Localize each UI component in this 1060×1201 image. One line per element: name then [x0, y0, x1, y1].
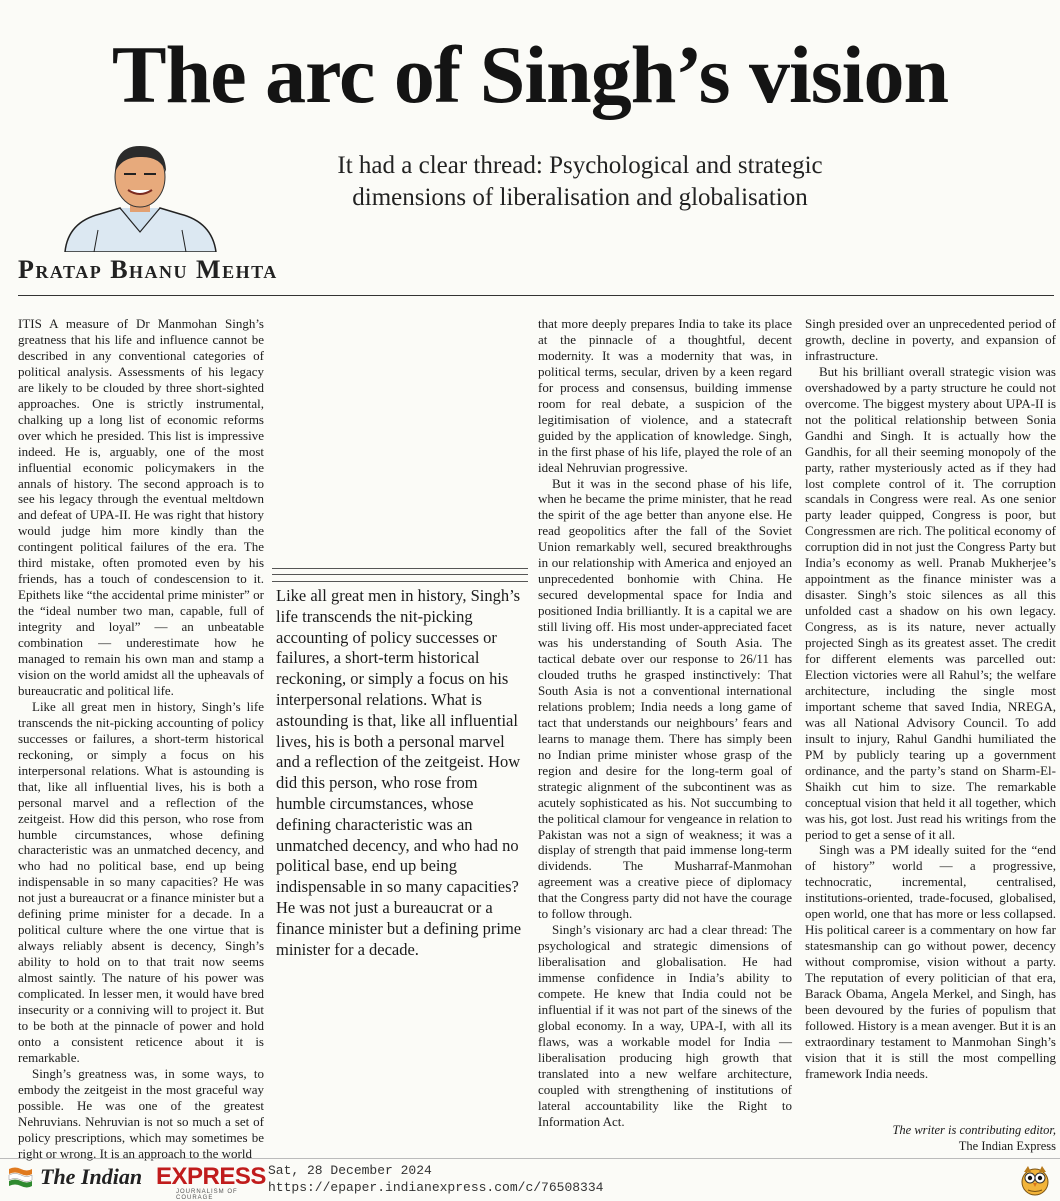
source-url[interactable]: https://epaper.indianexpress.com/c/76508334: [268, 1180, 604, 1195]
paragraph: But his brilliant overall strategic vision was overshadowed by a party structure he could not overcome. The biggest mystery about UPA-II is not the political relationship between Sonia Gandhi and Singh. It is actually how the Gandhis, for all their seeming monopoly of the party, rather mysteriously acted as if they had lost complete control of it. The corruption scandals in Congress were real. As one senior party leader quipped, Congress is poor, but Congressmen are rich. The political economy of corruption did in not just the Congress Party but India’s economy as well. Pranab Mukherjee’s appointment as the finance minister was a disaster. Singh’s stoic silences as all this unfolded cast a shadow on his own legacy. Congress, as is its nature, never actually projected Singh as its greatest asset. The credit for different elements was parcelled out: Election victories were all Rahul’s; the welfare architecture, including the single most important scheme that saved India, NREGA, was all National Advisory Council. To add insult to injury, Rahul Gandhi humiliated the PM by publicly tearing up a government ordinance, and the party’s stand on Sharm-El-Shaikh cut him to size. The remarkable conceptual vision that held it all together, which was his, got lost. Just read his writings from the period to get a sense of it all.: [805, 363, 1056, 842]
writer-role: The writer is contributing editor,: [892, 1123, 1056, 1137]
pull-quote: [272, 568, 528, 1074]
column-4: [805, 316, 1056, 1136]
logo-express-text: EXPRESS: [156, 1163, 266, 1190]
paragraph: Singh’s visionary arc had a clear thread: The psychological and strategic dimensions of liberalisation and globalisation. He had immense confidence in India’s ability to compete. He knew that India could not be influential if it was not part of the sinews of the global economy. In a way, UPA-I, with all its flaws, was a workable model for India — liberalisation producing high growth that translated into a new welfare architecture, coupled with strengthening of institutions of lateral accountability like the Right to Information Act.: [538, 922, 792, 1129]
paragraph: ITIS A measure of Dr Manmohan Singh’s greatness that his life and influence cannot be described in any conventional categories of political analysis. Assessments of his legacy are likely to be clouded by three short-sighted approaches. One is strictly instrumental, chalking up a long list of economic reforms over which he presided. This list is impressive indeed. He is, arguably, one of the most influential economic policymakers in the annals of history. The second approach is to see his legacy through the eventual meltdown and defeat of UPA-II. He was right that history would judge him more kindly than the contingent political failures of the era. The third mistake, often promoted even by his friends, has a touch of condescension to it. Epithets like “the accidental prime minister” or the “ideal number two man, capable, full of integrity and loyal” — an unbeatable combination — underestimate how he managed to remain his own man and stamp a vision on the world amidst all the upheavals of bureaucratic and political life.: [18, 316, 264, 698]
byline: Pratap Bhanu Mehta: [18, 255, 278, 284]
edition-date: Sat, 28 December 2024: [268, 1163, 432, 1178]
paragraph: Singh presided over an unprecedented period of growth, decline in poverty, and expansion of infrastructure.: [805, 316, 1056, 363]
writer-note: [805, 1122, 1056, 1154]
author-portrait: [20, 142, 260, 252]
writer-paper: The Indian Express: [958, 1139, 1056, 1153]
column-1: [18, 316, 264, 1161]
indian-express-logo: [6, 1162, 266, 1201]
paragraph: But it was in the second phase of his life, when he became the prime minister, that he read the spirit of the age better than anyone else. He read geopolitics after the fall of the Soviet Union remarkably well, secured breakthroughs in our relationship with America and enjoyed an unprecedented bonhomie with China. He secured developmental space for India and positioned India brilliantly. It is a capital we are still living off. His most under-appreciated facet was his understanding of South Asia. The tactical debate over our response to 26/11 has clouded truths he grasped instinctively: That South Asia is not a conventional international relations problem; India needs a long game of tact that understands our neighbours’ fears and learns to manage them. There has simply been no Indian prime minister whose grasp of the region and desire for the long-term goal of strategic alignment of the subcontinent was as acutely sophisticated as his. Not succumbing to the political clamour for vengeance in relation to Pakistan was not a sign of weakness; it was a display of strength that paid immense long-term dividends. The Musharraf-Manmohan agreement was a creative piece of diplomacy that the Congress party did not have the courage to follow through.: [538, 475, 792, 922]
paragraph: Singh’s greatness was, in some ways, to embody the zeitgeist in the most graceful way possible. He was one of the greatest Nehruvians. Nehruvian is not so much a set of policy prescriptions, which may sometimes be right or wrong. It is an approach to the world: [18, 1065, 264, 1161]
logo-tagline: JOURNALISM OF COURAGE: [176, 1189, 238, 1201]
ie-flag-icon: [6, 1166, 34, 1190]
pull-quote-text: Like all great men in history, Singh’s life transcends the nit-picking accounting of policy successes or failures, a short-term historical reckoning, or simply a focus on his interpersonal relations. What is astounding is that, like all influential lives, his is both a personal marvel and a reflection of the zeitgeist. How did this person, who rose from humble circumstances, whose defining characteristic was an unmatched decency, and who had no political base, end up being indispensable in so many capacities? He was not just a bureaucrat or a finance minister but a defining prime minister for a decade.: [276, 586, 522, 959]
paragraph: that more deeply prepares India to take its place at the pinnacle of a thoughtful, decent modernity. It was a modernity that was, in political terms, secular, driven by a keen regard for process and consensus, building immense room for real debate, a suspicion of the legitimisation of violence, and a statecraft guided by the application of knowledge. Singh, in the first phase of his life, played the role of an ideal Nehruvian progressive.: [538, 316, 792, 475]
paragraph: Singh was a PM ideally suited for the “end of history” world — a progressive, technocratic, incremental, centralised, institutions-oriented, trade-focused, globalised, open world, one that has more or less collapsed. His political career is a commentary on how far statesmanship can go without power, decency without compromise, vision without a party. The reputation of every politician of that era, Barack Obama, Angela Merkel, and Singh, has been devoured by the furies of populism that followed. History is a mean avenger. But it is an extraordinary testament to Manmohan Singh’s vision that it is still the most compelling framework India needs.: [805, 842, 1056, 1081]
standfirst: It had a clear thread: Psychological and strategic dimensions of liberalisation and globalisation: [337, 152, 823, 211]
column-3: [538, 316, 792, 1136]
header-rule: [18, 295, 1054, 296]
footer-rule: [0, 1158, 1060, 1159]
paragraph: Like all great men in history, Singh’s life transcends the nit-picking accounting of policy successes or failures, a short-term historical reckoning, or simply a focus on his interpersonal relations. What is astounding is that, like all influential lives, his is both a personal marvel and a reflection of the zeitgeist. How did this person, who rose from humble circumstances, whose defining characteristic was an unmatched decency, and who had no political base, end up being indispensable in so many capacities? He was not just a bureaucrat or a finance minister but a defining prime minister for a decade. In a political culture where the one virtue that is always reliably absent is decency, Singh’s ability to hold on to that trait now seems almost saintly. The nature of his power was complicated. In lesser men, it would have bred insecurity or a conniving will to project it. But to be both at the pinnacle of power and hold onto a consistent reticence about it is remarkable.: [18, 698, 264, 1065]
logo-text: The Indian: [40, 1164, 143, 1189]
pull-quote-rule: [272, 574, 528, 582]
headline: The arc of Singh’s vision: [111, 29, 949, 120]
owl-icon: [1018, 1162, 1052, 1196]
